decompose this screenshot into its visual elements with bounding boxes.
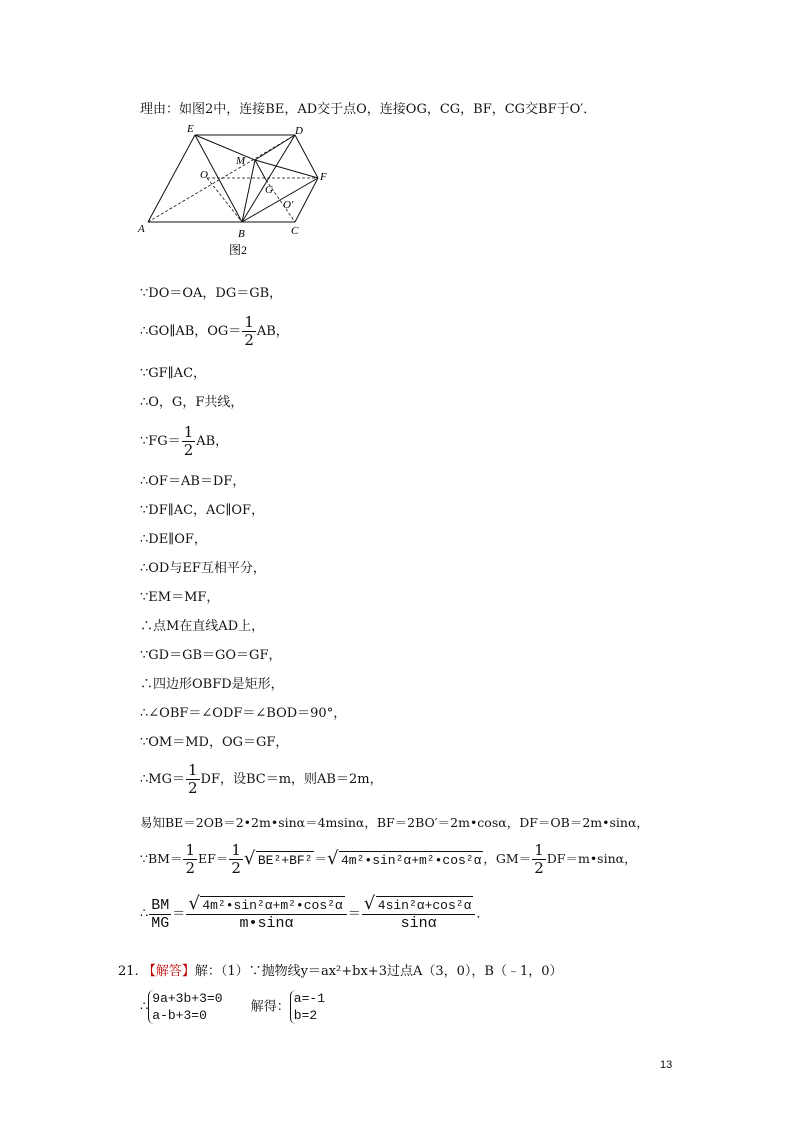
dash-AD [148, 135, 295, 222]
line-15: ∵OM＝MD，OG＝GF， [140, 735, 289, 750]
label-F: F [320, 171, 327, 183]
line-16 [140, 762, 383, 797]
question-21 [118, 964, 563, 980]
line-2-b: AB， [256, 324, 289, 339]
line-6: ∴OF＝AB＝DF， [140, 474, 246, 489]
edge-MF [255, 160, 318, 178]
edge-MD [255, 135, 295, 160]
fraction-half: $\frac{1}{2}$ [183, 423, 194, 459]
intro-text: 理由：如图2中，连接BE，AD交于点O，连接OG，CG，BF，CG交BF于O′． [140, 102, 597, 117]
line-19-eq2: ＝ [347, 906, 361, 922]
line-12: ∵GD＝GB＝GO＝GF， [140, 648, 282, 663]
line-13: ∴四边形OBFD是矩形， [140, 677, 284, 692]
line-5 [140, 424, 228, 459]
label-Op: O′ [283, 199, 294, 211]
page-number: 13 [660, 1059, 673, 1071]
fraction-half: $\frac{1}{2}$ [187, 761, 198, 797]
line-14: ∴∠OBF＝∠ODF＝∠BOD＝90°， [140, 706, 347, 721]
line-19 [140, 893, 490, 932]
label-O: O [200, 169, 208, 181]
line-8: ∴DE∥OF， [140, 532, 207, 547]
ratio-fraction-2: √ 4m²•sin²α+m²•cos²α m•sinα [186, 896, 346, 932]
line-19-a: ∴ [140, 906, 149, 922]
question-number: 21. [118, 964, 139, 979]
ratio-fraction-3: √ 4sin²α+cos²α sinα [362, 896, 476, 932]
ratio-fraction: $\frac{BM}{MG}$ [151, 896, 170, 932]
line-5-b: AB， [196, 434, 229, 449]
answer-tag: 【解答】 [142, 964, 195, 979]
geometry-figure [135, 122, 355, 262]
line-18-g: DF＝m•sinα， [546, 851, 637, 866]
edge-EM [195, 135, 255, 160]
line-16-b: DF，设BC＝m，则AB＝2m， [200, 772, 383, 787]
label-B: B [238, 228, 245, 240]
line-10: ∵EM＝MF， [140, 590, 220, 605]
fraction-half: $\frac{1}{2}$ [534, 841, 544, 877]
line-16-a: ∴MG＝ [140, 772, 185, 787]
fraction-half: $\frac{1}{2}$ [185, 841, 195, 877]
line-2 [140, 314, 289, 349]
label-M: M [236, 155, 246, 167]
line-19-end: ． [476, 906, 490, 922]
line-2-a: ∴GO∥AB，OG＝ [140, 324, 242, 339]
line-18 [140, 842, 637, 877]
solve-label: 解得： [250, 999, 290, 1015]
line-5-a: ∵FG＝ [140, 434, 181, 449]
line-17: 易知BE＝2OB＝2•2m•sinα＝4msinα，BF＝2BO′＝2m•cosα，DF＝OB＝2m•sinα， [140, 815, 649, 830]
figure-caption: 图2 [229, 243, 248, 257]
line-18-d: ＝ [314, 851, 327, 866]
line-18-f: ，GM＝ [483, 851, 532, 866]
line-11: ∴点M在直线AD上， [140, 619, 265, 634]
label-G: G [265, 184, 273, 196]
dash-OB [207, 178, 242, 222]
therefore-symbol: ∴ [140, 999, 149, 1015]
line-19-eq: ＝ [172, 906, 186, 922]
sqrt-expression: √ BE²+BF² [243, 847, 313, 869]
equation-system [140, 990, 325, 1024]
system-brace: 9a+3b+3=0 a-b+3=0 [148, 990, 222, 1024]
line-18-a: ∵BM＝ [140, 851, 183, 866]
line-1: ∵DO＝OA，DG＝GB， [140, 286, 283, 301]
label-D: D [295, 125, 303, 137]
line-7: ∵DF∥AC，AC∥OF， [140, 503, 265, 518]
edge-MB [242, 160, 255, 222]
edge-DF [295, 135, 318, 178]
fraction-half: $\frac{1}{2}$ [244, 313, 254, 349]
line-18-b: EF＝ [198, 851, 229, 866]
line-9: ∴OD与EF互相平分， [140, 561, 266, 576]
fraction-half: $\frac{1}{2}$ [231, 841, 241, 877]
label-E: E [187, 123, 194, 135]
sqrt-expression: √ 4m²•sin²α+m²•cos²α [326, 847, 482, 869]
solution-brace: a=-1 b=2 [290, 990, 325, 1024]
line-4: ∴O，G，F共线， [140, 395, 244, 410]
question-text: 解：（1）∵抛物线y＝ax²+bx+3过点A（3，0），B（﹣1，0） [194, 964, 563, 979]
label-C: C [291, 225, 299, 237]
label-A: A [138, 223, 145, 235]
edge-EA [148, 135, 195, 222]
line-3: ∵GF∥AC， [140, 366, 207, 381]
